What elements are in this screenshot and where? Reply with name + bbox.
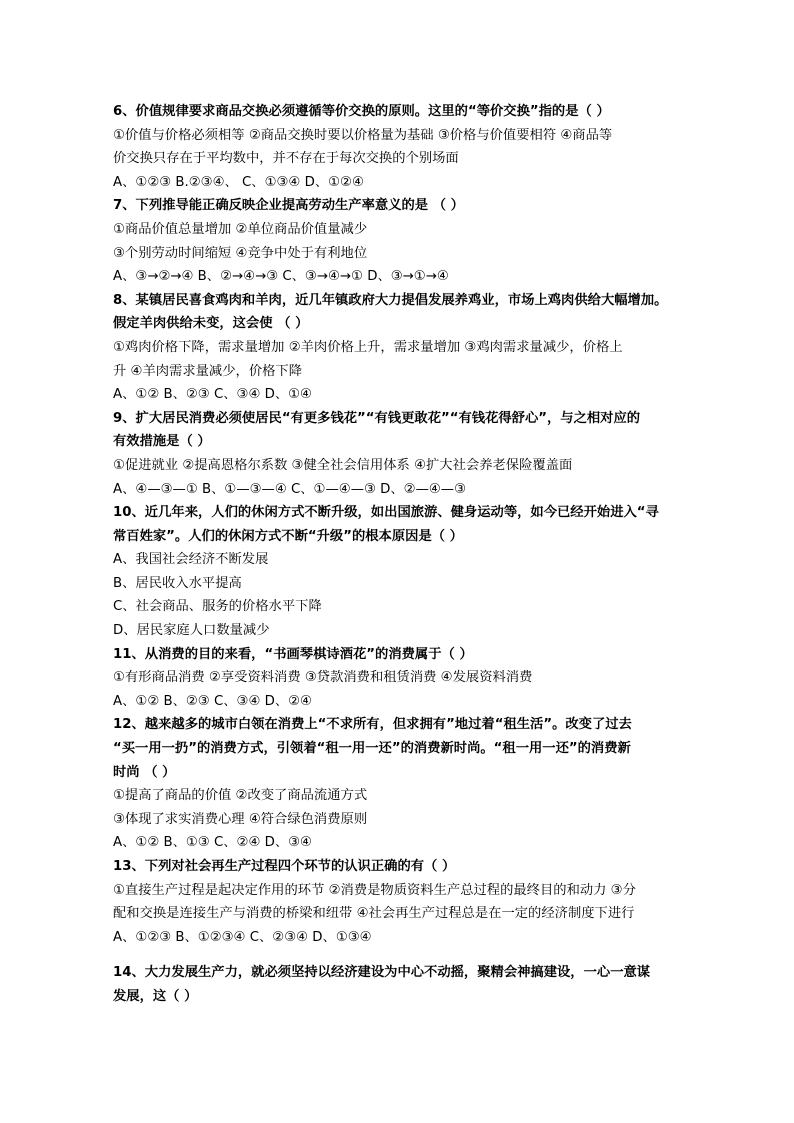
question-line: 14、大力发展生产力，就必须坚持以经济建设为中心不动摇，聚精会神搞建设，一心一意谋 [113, 965, 651, 981]
question-line: 6、价值规律要求商品交换必须遵循等价交换的原则。这里的“等价交换”指的是（ ） [113, 104, 610, 119]
question-line: 10、近几年来，人们的休闲方式不断升级，如出国旅游、健身运动等，如今已经开始进入“寻 [113, 505, 659, 521]
option-line: A、①② B、②③ C、③④ D、①④ [113, 387, 312, 403]
option-line: ①商品价值总量增加 ②单位商品价值量减少 [113, 221, 368, 237]
question-line: 有效措施是（ ） [113, 434, 211, 450]
question-line: “买一用一扔”的消费方式，引领着“租一用一还”的消费新时尚。“租一用一还”的消费新 [113, 741, 631, 757]
option-line: ①有形商品消费 ②享受资料消费 ③贷款消费和租赁消费 ④发展资料消费 [113, 670, 533, 686]
option-line: D、居民家庭人口数量减少 [113, 623, 270, 639]
option-line: A、①②③ B、①②③④ C、②③④ D、①③④ [113, 929, 372, 945]
question-line: 发展，这（ ） [113, 988, 198, 1004]
question-line: 13、下列对社会再生产过程四个环节的认识正确的有（ ） [113, 859, 456, 874]
option-line: A、③→②→④ B、②→④→③ C、③→④→① D、③→①→④ [113, 269, 449, 285]
option-line: A、④—③—① B、①—③—④ C、①—④—③ D、②—④—③ [113, 481, 467, 497]
option-line: A、我国社会经济不断发展 [113, 552, 269, 568]
option-line: ①鸡肉价格下降，需求量增加 ②羊肉价格上升，需求量增加 ③鸡肉需求量减少，价格上 [113, 339, 623, 355]
option-line: ③个别劳动时间缩短 ④竞争中处于有利地位 [113, 245, 368, 261]
question-line: 7、下列推导能正确反映企业提高劳动生产率意义的是 （ ） [113, 198, 464, 214]
question-line: 常百姓家”。人们的休闲方式不断“升级”的根本原因是（ ） [113, 528, 463, 544]
option-line: 升 ④羊肉需求量减少，价格下降 [113, 363, 303, 379]
question-line: 9、扩大居民消费必须使居民“有更多钱花”“有钱更敢花”“有钱花得舒心”，与之相对应的 [113, 410, 641, 426]
option-line: ③体现了求实消费心理 ④符合绿色消费原则 [113, 811, 368, 827]
question-line: 12、越来越多的城市白领在消费上“不求所有，但求拥有”地过着“租生活”。改变了过去 [113, 717, 632, 733]
question-line: 时尚 （ ） [113, 764, 176, 780]
option-line: B、居民收入水平提高 [113, 575, 242, 591]
question-line: 11、从消费的目的来看，“书画琴棋诗酒花”的消费属于（ ） [113, 646, 473, 662]
option-line: ①价值与价格必须相等 ②商品交换时要以价格量为基础 ③价格与价值要相符 ④商品等 [113, 127, 613, 143]
option-line: 价交换只存在于平均数中，并不存在于每次交换的个别场面 [113, 151, 459, 167]
option-line: ①直接生产过程是起决定作用的环节 ②消费是物质资料生产总过程的最终目的和动力 ③分 [113, 882, 636, 898]
option-line: ①提高了商品的价值 ②改变了商品流通方式 [113, 788, 368, 804]
option-line: C、社会商品、服务的价格水平下降 [113, 599, 322, 615]
option-line: 配和交换是连接生产与消费的桥梁和纽带 ④社会再生产过程总是在一定的经济制度下进行 [113, 906, 635, 922]
option-line: A、①② B、①③ C、②④ D、③④ [113, 835, 312, 851]
question-line: 8、某镇居民喜食鸡肉和羊肉，近几年镇政府大力提倡发展养鸡业，市场上鸡肉供给大幅增加。 [113, 292, 668, 308]
document-page [113, 100, 688, 1009]
option-line: A、①②③ B.②③④、 C、①③④ D、①②④ [113, 174, 364, 190]
option-line: A、①② B、②③ C、③④ D、②④ [113, 693, 312, 709]
option-line: ①促进就业 ②提高恩格尔系数 ③健全社会信用体系 ④扩大社会养老保险覆盖面 [113, 457, 573, 473]
spacer [113, 949, 688, 961]
question-line: 假定羊肉供给未变，这会使 （ ） [113, 316, 309, 332]
